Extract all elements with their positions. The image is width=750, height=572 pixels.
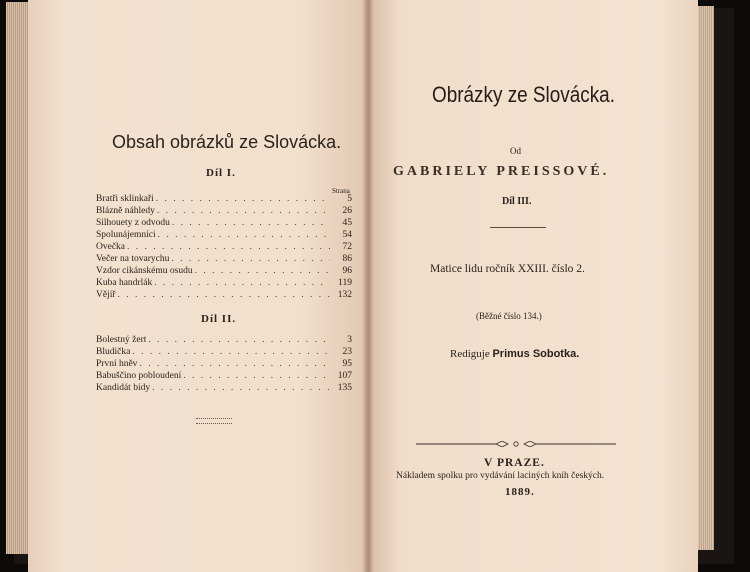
toc-entry-title: Ovečka (96, 242, 126, 252)
toc-entry-title: Bratři sklinkaři (96, 194, 154, 204)
toc-entry (96, 265, 352, 277)
toc-entry (96, 205, 352, 217)
book-title: Obrázky ze Slovácka. (432, 82, 615, 107)
toc-entry-title: Kuba handrlák (96, 278, 153, 288)
toc-entry (96, 241, 352, 253)
toc-entry (96, 382, 352, 394)
toc-entry-title: Babuščino pobloudení (96, 371, 182, 381)
toc-entry (96, 277, 352, 289)
toc-leader-dots (158, 229, 330, 241)
toc-entry-title: Bludička (96, 347, 131, 357)
page-edges-right (698, 6, 714, 550)
toc-leader-dots (152, 382, 330, 394)
toc-entry-page: 95 (342, 359, 352, 369)
toc-entry (96, 358, 352, 370)
by-label: Od (510, 146, 521, 156)
toc-leader-dots (139, 358, 330, 370)
imprint-year: 1889. (505, 486, 535, 498)
series-line: Matice lidu ročník XXIII. číslo 2. (430, 263, 585, 275)
book-gutter (362, 0, 374, 572)
volume-label: Díl III. (502, 196, 532, 207)
toc-leader-dots (183, 370, 330, 382)
toc-entry-page: 132 (337, 290, 352, 300)
toc-leader-dots (172, 217, 330, 229)
imprint-city: V PRAZE. (484, 457, 545, 469)
running-number: (Běžné číslo 134.) (476, 311, 542, 321)
toc-entry-title: Vzdor cikánskému osudu (96, 266, 193, 276)
toc-entry-page: 86 (342, 254, 352, 264)
toc-entry-page: 45 (342, 218, 352, 228)
toc-leader-dots (171, 253, 330, 265)
toc-entry-page: 107 (337, 371, 352, 381)
toc-part2 (96, 334, 352, 394)
toc-leader-dots (195, 265, 330, 277)
toc-part1 (96, 193, 352, 301)
editor-name: Primus Sobotka. (492, 348, 580, 360)
toc-entry-page: 26 (342, 206, 352, 216)
toc-leader-dots (157, 205, 330, 217)
toc-entry-page: 23 (342, 347, 352, 357)
toc-entry-title: Blázně náhledy (96, 206, 155, 216)
toc-entry-page: 54 (342, 230, 352, 240)
toc-entry-title: Vějíř (96, 290, 116, 300)
editor-prefix: Rediguje (450, 348, 490, 360)
toc-entry-page: 72 (342, 242, 352, 252)
toc-leader-dots (154, 277, 330, 289)
page-column-label: Strana (332, 187, 350, 195)
title-rule (490, 227, 546, 228)
page-edges-left (6, 2, 28, 554)
toc-entry (96, 289, 352, 301)
toc-entry-title: První hněv (96, 359, 138, 369)
toc-entry (96, 217, 352, 229)
toc-entry (96, 193, 352, 205)
toc-entry-page: 3 (347, 335, 352, 345)
toc-entry-title: Spolunájemníci (96, 230, 156, 240)
toc-entry-title: Večer na tovarychu (96, 254, 170, 264)
part2-heading: Díl II. (201, 313, 237, 325)
toc-entry-title: Kandidát bídy (96, 383, 151, 393)
toc-entry (96, 346, 352, 358)
ornament-line-icon (416, 441, 616, 447)
contents-heading: Obsah obrázků ze Slovácka. (112, 132, 342, 152)
editor-line (450, 348, 579, 360)
ornament-divider (196, 418, 232, 424)
toc-entry-page: 135 (337, 383, 352, 393)
author-name: GABRIELY PREISSOVÉ. (393, 164, 610, 179)
toc-entry (96, 370, 352, 382)
toc-entry (96, 229, 352, 241)
toc-leader-dots (127, 241, 330, 253)
toc-leader-dots (156, 193, 330, 205)
toc-leader-dots (148, 334, 330, 346)
toc-entry (96, 334, 352, 346)
toc-leader-dots (132, 346, 330, 358)
toc-entry (96, 253, 352, 265)
toc-entry-page: 119 (338, 278, 352, 288)
toc-entry-title: Bolestný žert (96, 335, 147, 345)
part1-heading: Díl I. (206, 167, 236, 179)
toc-entry-page: 5 (347, 194, 352, 204)
toc-entry-page: 96 (342, 266, 352, 276)
toc-leader-dots (118, 289, 330, 301)
imprint-publisher: Nákladem spolku pro vydávání laciných knih českých. (396, 471, 605, 481)
toc-entry-title: Silhouety z odvodu (96, 218, 170, 228)
